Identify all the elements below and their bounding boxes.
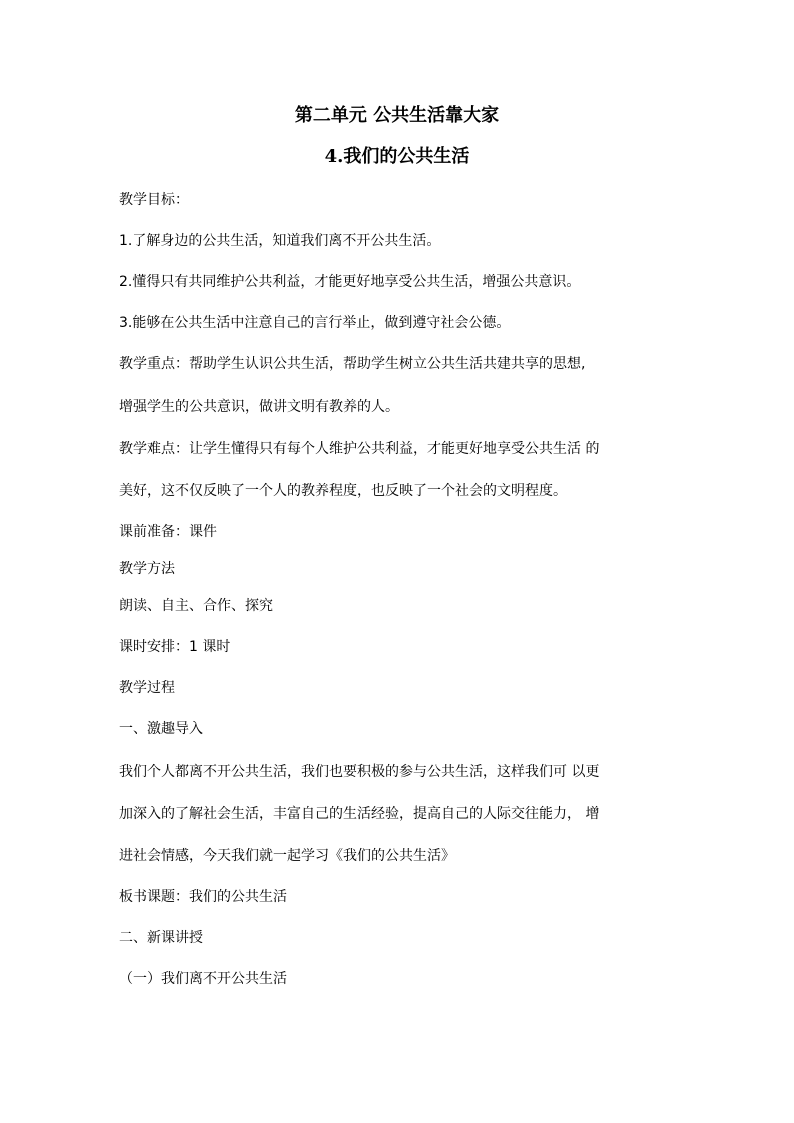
intro-paragraph-line-3: 进社会情感，今天我们就一起学习《我们的公共生活》 bbox=[119, 848, 455, 864]
intro-paragraph-line-2: 加深入的了解社会生活，丰富自己的生活经验，提高自己的人际交往能力， 增 bbox=[119, 806, 600, 822]
subsection-heading-new-lesson: 二、新课讲授 bbox=[119, 930, 203, 946]
key-points-line-1: 教学重点：帮助学生认识公共生活，帮助学生树立公共生活共建共享的思想, bbox=[119, 356, 586, 372]
intro-paragraph-line-1: 我们个人都离不开公共生活，我们也要积极的参与公共生活，这样我们可 以更 bbox=[119, 764, 600, 780]
section-heading-methods: 教学方法 bbox=[119, 561, 175, 577]
preparation-line: 课前准备：课件 bbox=[119, 524, 217, 540]
goal-item-3: 3.能够在公共生活中注意自己的言行举止，做到遵守社会公德。 bbox=[119, 315, 511, 331]
goal-item-2: 2.懂得只有共同维护公共利益，才能更好地享受公共生活，增强公共意识。 bbox=[119, 274, 581, 290]
key-points-line-2: 增强学生的公共意识，做讲文明有教养的人。 bbox=[119, 399, 399, 415]
subsection-item-1: （一）我们离不开公共生活 bbox=[119, 971, 287, 987]
subsection-heading-intro: 一、激趣导入 bbox=[119, 721, 203, 737]
schedule-line: 课时安排：1 课时 bbox=[119, 639, 231, 655]
difficulties-line-2: 美好，这不仅反映了一个人的教养程度，也反映了一个社会的文明程度。 bbox=[119, 483, 567, 499]
goal-item-1: 1.了解身边的公共生活，知道我们离不开公共生活。 bbox=[119, 233, 441, 249]
unit-title: 第二单元 公共生活靠大家 bbox=[294, 105, 500, 126]
board-title-line: 板书课题：我们的公共生活 bbox=[119, 889, 287, 905]
methods-list: 朗读、自主、合作、探究 bbox=[119, 598, 273, 614]
lesson-title: 4.我们的公共生活 bbox=[324, 146, 470, 167]
section-heading-process: 教学过程 bbox=[119, 680, 175, 696]
section-heading-goals: 教学目标： bbox=[119, 192, 189, 208]
difficulties-line-1: 教学难点：让学生懂得只有每个人维护公共利益，才能更好地享受公共生活 的 bbox=[119, 441, 600, 457]
